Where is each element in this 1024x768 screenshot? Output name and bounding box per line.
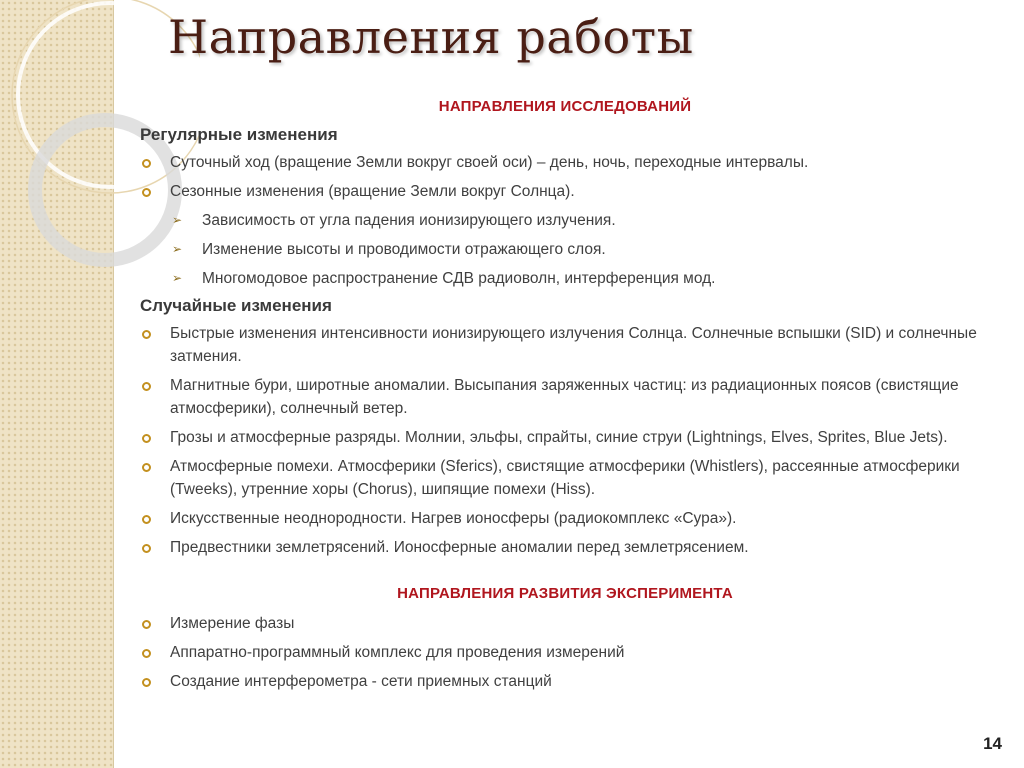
random-changes-heading: Случайные изменения xyxy=(140,296,332,315)
regular-changes-heading: Регулярные изменения xyxy=(140,125,338,144)
circle-bullet-icon xyxy=(142,463,151,472)
regular-changes-list xyxy=(140,151,990,290)
list-item xyxy=(140,426,990,449)
page-title: Направления работы xyxy=(168,10,694,64)
list-item-text: Сезонные изменения (вращение Земли вокруг Солнца). xyxy=(170,183,575,200)
page-number: 14 xyxy=(983,734,1002,753)
random-changes-list xyxy=(140,322,990,559)
list-item-text: Атмосферные помехи. Атмосферики (Sferics), свистящие атмосферики (Whistlers), рассеянные атмосферики (Tweeks), утренние хоры (Chorus), шипящие помехи (Hiss). xyxy=(170,458,960,498)
arrow-bullet-icon: ➢ xyxy=(172,271,183,285)
list-item xyxy=(140,151,990,174)
sublist-item xyxy=(170,267,990,290)
sublist-item-text: Многомодовое распространение СДВ радиоволн, интерференция мод. xyxy=(202,270,716,287)
section-research-title: НАПРАВЛЕНИЯ ИССЛЕДОВАНИЙ xyxy=(438,98,692,115)
list-item-text: Магнитные бури, широтные аномалии. Высыпания заряженных частиц: из радиационных поясов (свистящие атмосферики), солнечный ветер. xyxy=(170,377,959,417)
circle-bullet-icon xyxy=(142,382,151,391)
list-item-text: Предвестники землетрясений. Ионосферные аномалии перед землетрясением. xyxy=(170,539,749,556)
circle-bullet-icon xyxy=(142,434,151,443)
list-item-text: Создание интерферометра - сети приемных станций xyxy=(170,673,552,690)
list-item-text: Измерение фазы xyxy=(170,615,295,632)
list-item xyxy=(140,374,990,420)
section-experiment-title: НАПРАВЛЕНИЯ РАЗВИТИЯ ЭКСПЕРИМЕНТА xyxy=(397,585,733,602)
circle-bullet-icon xyxy=(142,515,151,524)
list-item-text: Суточный ход (вращение Земли вокруг своей оси) – день, ночь, переходные интервалы. xyxy=(170,154,809,171)
circle-bullet-icon xyxy=(142,159,151,168)
circle-bullet-icon xyxy=(142,649,151,658)
slide-content xyxy=(140,98,990,699)
list-item-text: Быстрые изменения интенсивности ионизирующего излучения Солнца. Солнечные вспышки (SID) и солнечные затмения. xyxy=(170,325,977,365)
sublist-item xyxy=(170,209,990,232)
sublist-item-text: Изменение высоты и проводимости отражающего слоя. xyxy=(202,241,606,258)
list-item-text: Аппаратно-программный комплекс для проведения измерений xyxy=(170,644,625,661)
list-item xyxy=(140,455,990,501)
arrow-bullet-icon: ➢ xyxy=(172,213,183,227)
list-item xyxy=(140,670,990,693)
list-item xyxy=(140,507,990,530)
seasonal-sublist xyxy=(170,209,990,290)
list-item-text: Грозы и атмосферные разряды. Молнии, эльфы, спрайты, синие струи (Lightnings, Elves, Sprites, Blue Jets). xyxy=(170,429,948,446)
arrow-bullet-icon: ➢ xyxy=(172,242,183,256)
list-item xyxy=(140,322,990,368)
circle-bullet-icon xyxy=(142,678,151,687)
decorative-side-band xyxy=(0,0,114,768)
list-item xyxy=(140,641,990,664)
list-item xyxy=(140,180,990,290)
sublist-item xyxy=(170,238,990,261)
circle-bullet-icon xyxy=(142,544,151,553)
circle-bullet-icon xyxy=(142,620,151,629)
circle-bullet-icon xyxy=(142,188,151,197)
experiment-list xyxy=(140,612,990,693)
sublist-item-text: Зависимость от угла падения ионизирующего излучения. xyxy=(202,212,616,229)
list-item xyxy=(140,612,990,635)
circle-bullet-icon xyxy=(142,330,151,339)
list-item xyxy=(140,536,990,559)
list-item-text: Искусственные неоднородности. Нагрев ионосферы (радиокомплекс «Сура»). xyxy=(170,510,737,527)
